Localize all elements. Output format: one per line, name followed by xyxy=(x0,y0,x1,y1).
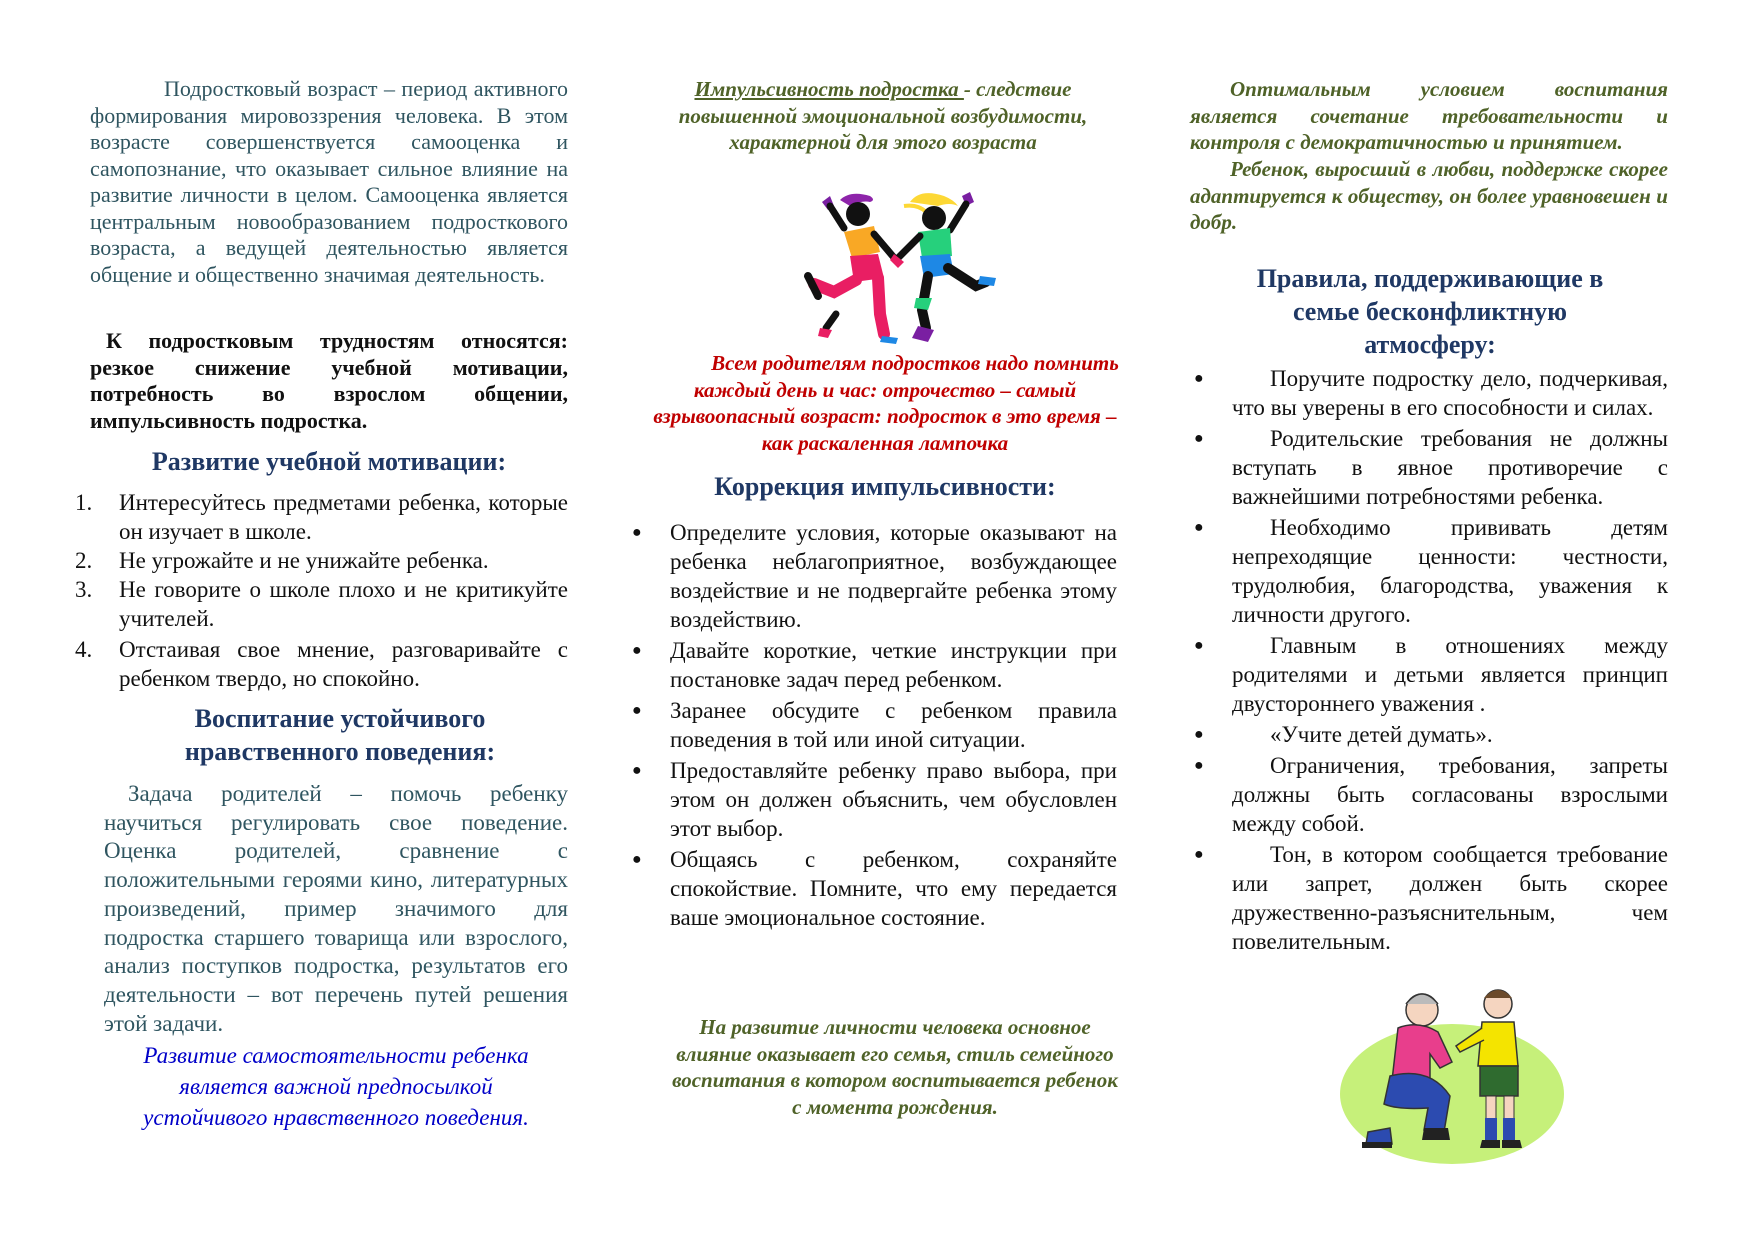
list-item: ● Предоставляйте ребенку право выбора, при этом он должен объяснить, чем обусловлен этот выбор. xyxy=(632,758,1117,841)
impulsivity-term: Импульсивность подростка xyxy=(694,77,964,101)
list-item: ● Тон, в котором сообщается требование или запрет, должен быть скорее дружественно-разъяснительным, чем повелительным. xyxy=(1194,842,1668,954)
list-item: 1. Интересуйтесь предметами ребенка, которые он изучает в школе. xyxy=(75,490,568,544)
mother-son-illustration xyxy=(1338,982,1566,1168)
dancing-children-illustration xyxy=(800,192,1000,348)
left-dancer-figure xyxy=(808,194,898,344)
correction-title: Коррекция импульсивности: xyxy=(714,472,1056,501)
child-love-paragraph: Ребенок, выросший в любви, поддержке скорее адаптируется к обществу, он более уравновешен и добр. xyxy=(1190,157,1668,234)
list-item: ● Необходимо прививать детям непреходящие ценности: честности, трудолюбия, благородства, уважения к личности другого. xyxy=(1194,515,1668,627)
independence-note: Развитие самостоятельности ребенка является важной предпосылкой устойчивого нравственного поведения. xyxy=(143,1043,529,1130)
list-item: ● Поручите подростку дело, подчеркивая, что вы уверены в его способности и силах. xyxy=(1194,366,1668,420)
list-item: ● Общаясь с ребенком, сохраняйте спокойствие. Помните, что ему передается ваше эмоциональное состояние. xyxy=(632,847,1117,930)
list-item: ● Ограничения, требования, запреты должны быть согласованы взрослыми между собой. xyxy=(1194,753,1668,836)
optimal-paragraph: Оптимальным условием воспитания является сочетание требовательности и контроля с демократичностью и принятием. xyxy=(1190,77,1668,154)
right-dancer-figure xyxy=(890,192,996,342)
list-item: 3. Не говорите о школе плохо и не критикуйте учителей. xyxy=(75,577,568,631)
moral-title: Воспитание устойчивого нравственного поведения: xyxy=(184,704,496,766)
parents-note: Всем родителям подростков надо помнить каждый день и час: отрочество – самый взрывоопасный возраст: подросток в это время – как раскаленная лампочка xyxy=(653,351,1119,455)
list-item: ● Заранее обсудите с ребенком правила поведения в той или иной ситуации. xyxy=(632,698,1117,752)
impulsivity-rest: - следствие повышенной эмоциональной возбудимости, характерной для этого возраста xyxy=(678,77,1088,154)
family-note: На развитие личности человека основное влияние оказывает его семья, стиль семейного воспитания в котором воспитывается ребенок с момента рождения. xyxy=(672,1015,1118,1119)
list-item: ● Главным в отношениях между родителями и детьми является принцип двустороннего уважения . xyxy=(1194,633,1668,716)
list-item: ● Родительские требования не должны вступать в явное противоречие с важнейшими потребностями ребенка. xyxy=(1194,426,1668,509)
impulsivity-definition xyxy=(648,76,1118,156)
rules-list xyxy=(1194,364,1668,956)
correction-list xyxy=(632,518,1117,932)
list-item: ● Определите условия, которые оказывают на ребенка неблагоприятное, возбуждающее воздействие и не подвергайте ребенка этому воздействию. xyxy=(632,520,1117,632)
list-item: ● Давайте короткие, четкие инструкции при постановке задач перед ребенком. xyxy=(632,638,1117,692)
list-item: 2. Не угрожайте и не унижайте ребенка. xyxy=(75,548,489,573)
rules-title: Правила, поддерживающие в семье бесконфликтную атмосферу: xyxy=(1256,264,1604,359)
difficulties-paragraph: К подростковым трудностям относятся: резкое снижение учебной мотивации, потребность во взрослом общении, импульсивность подростка. xyxy=(90,328,568,433)
list-item: ● «Учите детей думать». xyxy=(1194,722,1493,747)
moral-paragraph: Задача родителей – помочь ребенку научиться регулировать свое поведение. Оценка родителей, сравнение с положительными героями кино, литературных произведений, пример значимого для подростка старшего товарища или взрослого, анализ поступков подростка, результатов его деятельности – вот перечень путей решения этой задачи. xyxy=(104,781,568,1036)
list-item: 4. Отстаивая свое мнение, разговаривайте с ребенком твердо, но спокойно. xyxy=(75,637,568,691)
motivation-list xyxy=(75,488,568,693)
motivation-title: Развитие учебной мотивации: xyxy=(151,447,507,476)
intro-paragraph: Подростковый возраст – период активного формирования мировоззрения человека. В этом возрасте совершенствуется самооценка и самопознание, что оказывает сильное влияние на развитие личности в целом. Самооценка является центральным новообразованием подросткового возраста, а ведущей деятельностью является общение и общественно значимая деятельность. xyxy=(90,76,568,287)
